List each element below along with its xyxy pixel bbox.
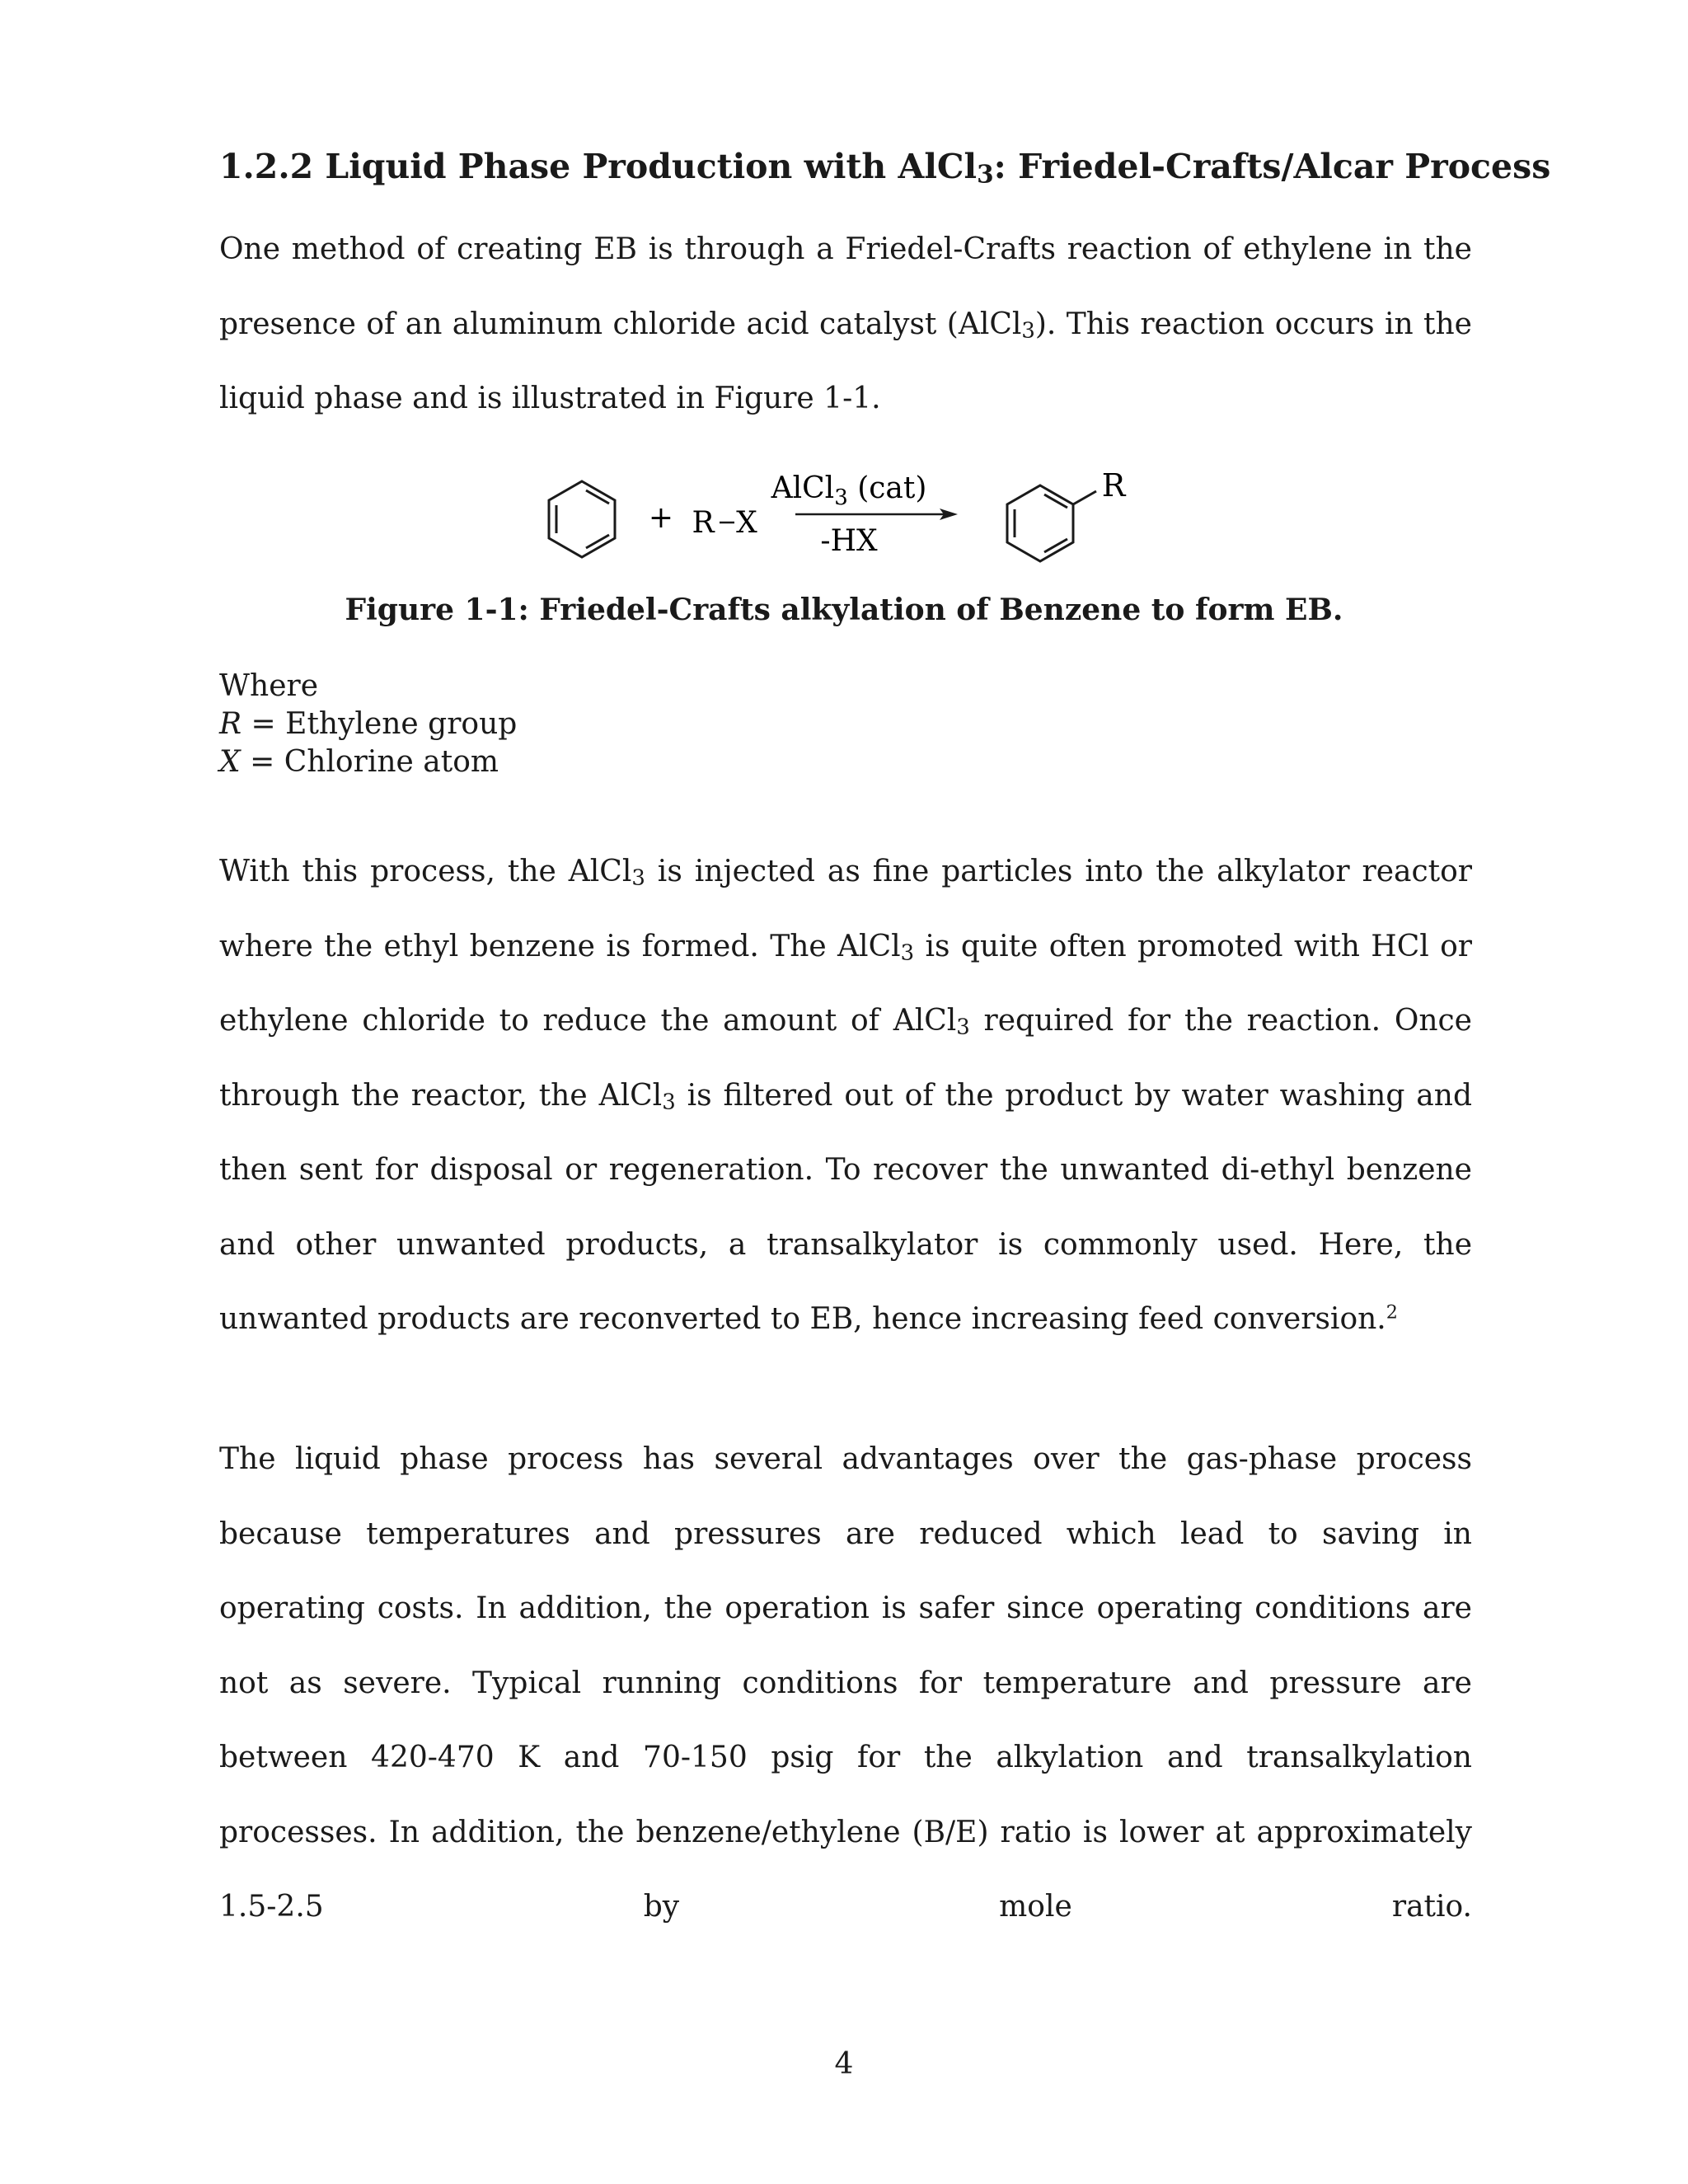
- figure-caption: Figure 1-1: Friedel-Crafts alkylation of Benzene to form EB.: [345, 593, 1343, 627]
- process-subscript-a: 3: [631, 865, 645, 891]
- plus-sign: +: [648, 501, 674, 535]
- process-text-a: With this process, the AlCl: [219, 855, 632, 888]
- symbol-r: R: [219, 707, 242, 741]
- process-subscript-d: 3: [662, 1090, 676, 1115]
- process-text-b: is injected as fine particles into the alkylator reactor where the ethyl benzene is formed. The AlCl: [219, 855, 1472, 963]
- intro-paragraph: [219, 213, 1472, 437]
- heading-text-start: 1.2.2 Liquid Phase Production with AlCl: [219, 147, 978, 186]
- heading-text-end: : Friedel-Crafts/Alcar Process: [993, 147, 1551, 186]
- definition-x-text: = Chlorine atom: [240, 745, 499, 779]
- symbol-x: X: [219, 745, 241, 779]
- reagent-r: R: [692, 506, 715, 540]
- process-text-d: required for the reaction. Once through the reactor, the AlCl: [219, 1004, 1472, 1113]
- reaction-scheme: [528, 462, 1154, 585]
- definition-r: [219, 705, 517, 743]
- definition-r-text: = Ethylene group: [241, 707, 518, 741]
- intro-text-end: ). This reaction occurs in the liquid phase and is illustrated in Figure 1-1.: [219, 307, 1472, 415]
- process-text-e: is filtered out of the product by water washing and then sent for disposal or regeneration. To recover the unwanted di-ethyl benzene and other unwanted products, a transalkylator is commonly used. Here, the unwanted products are reconverted to EB, hence increasing feed conversion.: [219, 1078, 1472, 1336]
- intro-text-start: One method of creating EB is through a Friedel-Crafts reaction of ethylene in the presence of an aluminum chloride acid catalyst (AlCl: [219, 232, 1472, 341]
- ethylbenzene-product: [1007, 485, 1096, 561]
- catalyst-label: AlCl$_3$ (cat): [771, 471, 927, 510]
- process-subscript-c: 3: [956, 1015, 970, 1040]
- reagent-x: X: [736, 506, 757, 540]
- page-number: 4: [834, 2047, 854, 2081]
- byproduct-label: -HX: [820, 524, 878, 558]
- process-paragraph: [219, 835, 1472, 1357]
- reaction-arrow: [795, 509, 958, 520]
- advantages-paragraph: The liquid phase process has several advantages over the gas-phase process because temperatures and pressures are reduced which lead to saving in operating costs. In addition, the operation is safer since operating conditions are not as severe. Typical running conditions for temperature and pressure are between 420-470 K and 70-150 psig for the alkylation and transalkylation processes. In addition, the benzene/ethylene (B/E) ratio is lower at approximately 1.5-2.5 by mole ratio.: [219, 1442, 1472, 1924]
- process-subscript-b: 3: [900, 940, 915, 966]
- section-heading: [219, 142, 1551, 191]
- where-label: Where: [219, 669, 319, 703]
- heading-subscript: 3: [977, 159, 994, 189]
- variable-definitions: [219, 668, 517, 781]
- footnote-marker: 2: [1386, 1301, 1398, 1324]
- product-substituent: R: [1101, 467, 1126, 504]
- process-text-c: is quite often promoted with HCl or ethylene chloride to reduce the amount of AlCl: [219, 929, 1473, 1038]
- intro-subscript: 3: [1021, 318, 1035, 344]
- benzene-reactant: [549, 481, 615, 557]
- definition-x: [219, 743, 517, 781]
